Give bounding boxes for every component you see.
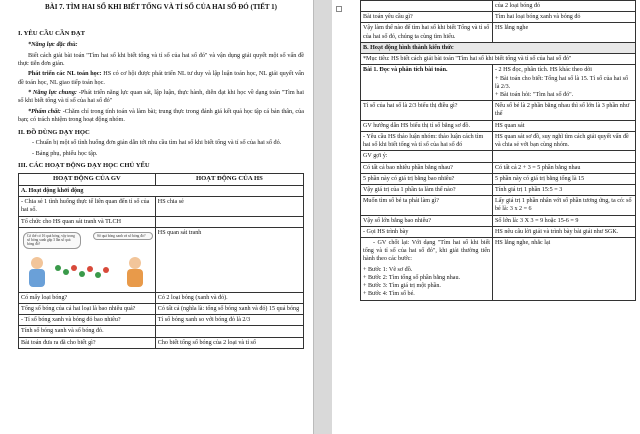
gv-cell: Có tất cả bao nhiêu phần bằng nhau? — [361, 162, 493, 173]
hs-cell: Tính giá trị 1 phần 15:5 = 3 — [493, 184, 636, 195]
section-2-heading: II. ĐỒ DÙNG DẠY HỌC — [18, 128, 90, 136]
green-ball-icon — [79, 271, 85, 277]
hs-cell: Có tất cả 2 + 3 = 5 phần bằng nhau — [493, 162, 636, 173]
gv-cell: Bài toán yêu cầu gì? — [361, 12, 493, 23]
label-nl-toan-hoc: Phát triển các NL toán học: — [28, 70, 102, 78]
hs-cell: Nếu số bé là 2 phần bằng nhau thì số lớn là 3 phần như thế — [493, 101, 636, 120]
label-nang-luc-chung: * Năng lực chung: — [28, 89, 77, 97]
lesson-title: BÀI 7. TÌM HAI SỐ KHI BIẾT TỔNG VÀ TỈ SỐ CỦA HAI SỐ ĐÓ (TIẾT 1) — [44, 3, 278, 11]
green-ball-icon — [63, 269, 69, 275]
gv-cell: Tính số bóng xanh và số bóng đỏ. — [19, 326, 156, 337]
illustration-cell — [19, 227, 156, 292]
table-row — [361, 162, 636, 173]
paragraph-4 — [18, 108, 304, 125]
gv-cell — [361, 65, 493, 101]
illustration — [21, 229, 153, 291]
red-ball-icon — [87, 266, 93, 272]
table-row — [361, 12, 636, 23]
margin-marker-icon — [336, 6, 342, 12]
table-row — [361, 131, 636, 150]
activity-table-left — [18, 173, 304, 349]
gv-cell: Tổng số bóng của cả hai loại là bao nhiêu quả? — [19, 304, 156, 315]
table-row — [361, 151, 636, 162]
section-b: B. Hoạt động hình thành kiến thức — [361, 42, 636, 53]
hs-cell: Có 2 loại bóng (xanh và đỏ). — [155, 292, 303, 303]
gv-cell: Bài toán đưa ra đã cho biết gì? — [19, 337, 156, 348]
table-row — [19, 227, 304, 292]
hs-cell: của 2 loại bóng đó — [493, 1, 636, 12]
table-row — [361, 238, 636, 301]
green-ball-icon — [55, 265, 61, 271]
speech-bubble-1: Có thể có 16 quả bóng, vậy trong số bóng xanh gấp 3 lần số quả bóng đỏ? — [23, 232, 81, 249]
hs-cell: Số lớn là: 3 X 3 = 9 hoặc 15-6 = 9 — [493, 215, 636, 226]
hs-cell: Có tất cả (nghĩa là: tổng số bóng xanh và đỏ) 15 quả bóng — [155, 304, 303, 315]
hs-cell: Cho biết tổng số bóng của 2 loại và tỉ số — [155, 337, 303, 348]
hs-cell: Tỉ số bóng xanh so với bóng đỏ là 2/3 — [155, 315, 303, 326]
table-row — [361, 1, 636, 12]
table-row — [361, 120, 636, 131]
hs-cell — [155, 216, 303, 227]
hs-cell: HS quan sát sơ đồ, suy nghĩ tìm cách giải quyết vấn đề và chia sẻ với bạn cùng nhóm. — [493, 131, 636, 150]
gv-cell: - Gọi HS trình bày — [361, 226, 493, 237]
hs-cell: Tìm hai loại bóng xanh và bóng đỏ — [493, 12, 636, 23]
gv-cell: Vậy số lớn bằng bao nhiêu? — [361, 215, 493, 226]
table-row — [361, 215, 636, 226]
header-hs: HOẠT ĐỘNG CỦA HS — [155, 174, 303, 186]
label-pham-chat: *Phẩm chất: — [28, 107, 61, 115]
child-icon — [31, 257, 43, 269]
table-row — [19, 337, 304, 348]
section-3-heading: III. CÁC HOẠT ĐỘNG DẠY HỌC CHỦ YẾU — [18, 162, 150, 170]
hs-line: + Bài toán hỏi: "Tìm hai số đó". — [495, 91, 574, 98]
gv-cell: Tổ chức cho HS quan sát tranh và TLCH — [19, 216, 156, 227]
gv-cell: GV gợi ý: — [361, 151, 493, 162]
table-row — [19, 197, 304, 216]
page-left — [0, 0, 314, 434]
gv-cell: Tỉ số của hai số là 2/3 biểu thị điều gì? — [361, 101, 493, 120]
page-right — [332, 0, 640, 434]
table-row — [19, 304, 304, 315]
hs-cell: 5 phần này có giá trị bằng tổng là 15 — [493, 173, 636, 184]
table-row — [361, 173, 636, 184]
label-nang-luc-dac-thu: *Năng lực đặc thù: — [28, 41, 78, 49]
page-edge — [313, 0, 314, 434]
hs-cell — [493, 65, 636, 101]
green-ball-icon — [95, 272, 101, 278]
table-row — [19, 216, 304, 227]
gv-cell: - Yêu cầu HS thảo luận nhóm: thảo luận cách tìm hai số khi biết tổng và tỉ số của hai số đó — [361, 131, 493, 150]
bai-1-label: Bài 1. Đọc và phân tích bài toán. — [363, 67, 448, 74]
text-pham-chat: -Chăm chỉ trong tính toán và làm bài; trung thực trong đánh giá kết quả học tập cá bản thân, của bạn; có trách nhiệm trong hoạt động nhóm. — [18, 107, 304, 124]
hs-cell: HS nêu câu lời giải và trình bày bài giải như SGK. — [493, 226, 636, 237]
child-body-icon — [127, 269, 143, 287]
table-row — [361, 184, 636, 195]
muc-tieu: *Mục tiêu: HS biết cách giải bài toán "Tìm hai số khi biết tổng và tỉ số của hai số đó" — [361, 54, 636, 65]
hs-cell — [155, 326, 303, 337]
gv-cell: - Chia sẻ 1 tình huống thực tế liên quan đến tỉ số của hai số. — [19, 197, 156, 216]
step-line: + Bước 3: Tìm giá trị một phần. — [363, 283, 441, 290]
hs-cell: HS lắng nghe — [493, 23, 636, 42]
header-gv: HOẠT ĐỘNG CỦA GV — [19, 174, 156, 186]
gv-cell: GV hướng dẫn HS biểu thị tỉ số bằng sơ đồ. — [361, 120, 493, 131]
hs-cell: HS quan sát tranh — [155, 227, 303, 292]
table-row — [361, 196, 636, 215]
gv-cell: Vậy làm thế nào để tìm hai số khi biết Tổng và tỉ số của hai số đó, chúng ta cùng tìm hiểu. — [361, 23, 493, 42]
hs-cell: Lấy giá trị 1 phần nhân với số phần tương ứng, ta có: số bé là: 3 x 2 = 6 — [493, 196, 636, 215]
hs-cell — [493, 151, 636, 162]
chot-line: - GV chốt lại: Với dạng "Tìm hai số khi biết tổng và tỉ số của hai số đó", khi giải thường tiến hành theo các bước: — [363, 240, 490, 263]
hs-cell: HS chia sẻ — [155, 197, 303, 216]
child-body-icon — [29, 269, 45, 287]
speech-bubble-2: Số quả bóng xanh và số bóng đỏ? — [93, 232, 153, 240]
gv-cell: Vậy giá trị của 1 phần ta làm thế nào? — [361, 184, 493, 195]
activity-table-right — [360, 0, 636, 301]
gv-cell — [361, 1, 493, 12]
nang-luc-dac-thu — [18, 41, 304, 49]
table-row — [19, 326, 304, 337]
do-dung-item-1: - Chuẩn bị một số tình huống đơn giản dẫn tới nhu cầu tìm hai số khi biết tổng và tỉ số của hai số đó. — [32, 139, 282, 147]
table-row — [361, 101, 636, 120]
hs-cell: HS lắng nghe, nhắc lại — [493, 238, 636, 301]
table-row — [361, 226, 636, 237]
gv-cell: 5 phần này có giá trị bằng bao nhiêu? — [361, 173, 493, 184]
red-ball-icon — [103, 267, 109, 273]
gv-cell: - Tỉ số bóng xanh và bóng đỏ bao nhiêu? — [19, 315, 156, 326]
hs-line: - 2 HS đọc, phân tích. HS khác theo dõi — [495, 67, 592, 74]
table-row — [361, 23, 636, 42]
gv-cell: Muốn tìm số bé ta phải làm gì? — [361, 196, 493, 215]
table-row — [361, 65, 636, 101]
hs-line: + Bài toán cho biết: Tổng hai số là 15. Tỉ số của hai số là 2/3. — [495, 75, 629, 90]
red-ball-icon — [71, 265, 77, 271]
section-1-heading: I. YÊU CẦU CẦN ĐẠT — [18, 30, 85, 38]
gv-cell: Có mấy loại bóng? — [19, 292, 156, 303]
text-nang-luc-chung: -Phát triển năng lực quan sát, lập luận, thực hành, diễn đạt khi học về dạng toán "Tìm hai số khi biết tổng và tỉ số của hai số đó" — [18, 89, 304, 105]
do-dung-item-2: - Bảng phụ, phiếu học tập. — [32, 149, 98, 157]
step-line: + Bước 2: Tìm tổng số phần bằng nhau. — [363, 274, 461, 281]
text-nl-toan-hoc: HS có cơ hội được phát triển NL tư duy và lập luận toán học, NL giải quyết vấn đề toán học, NL giao tiếp toán học. — [18, 70, 304, 86]
hs-cell: HS quan sát — [493, 120, 636, 131]
child-icon — [129, 257, 141, 269]
table-row — [19, 315, 304, 326]
step-line: + Bước 4: Tìm số bé. — [363, 291, 415, 298]
section-a: A. Hoạt động khởi động — [19, 185, 304, 196]
paragraph-2 — [18, 70, 304, 87]
gv-cell — [361, 238, 493, 301]
table-row — [19, 292, 304, 303]
paragraph-1: Biết cách giải bài toán "Tìm hai số khi biết tổng và tỉ số của hai số đó" và vận dụng giải quyết một số vấn đề thực tiễn đơn giản. — [18, 51, 304, 68]
paragraph-3 — [18, 89, 304, 106]
step-line: + Bước 1: Vẽ sơ đồ. — [363, 266, 413, 273]
